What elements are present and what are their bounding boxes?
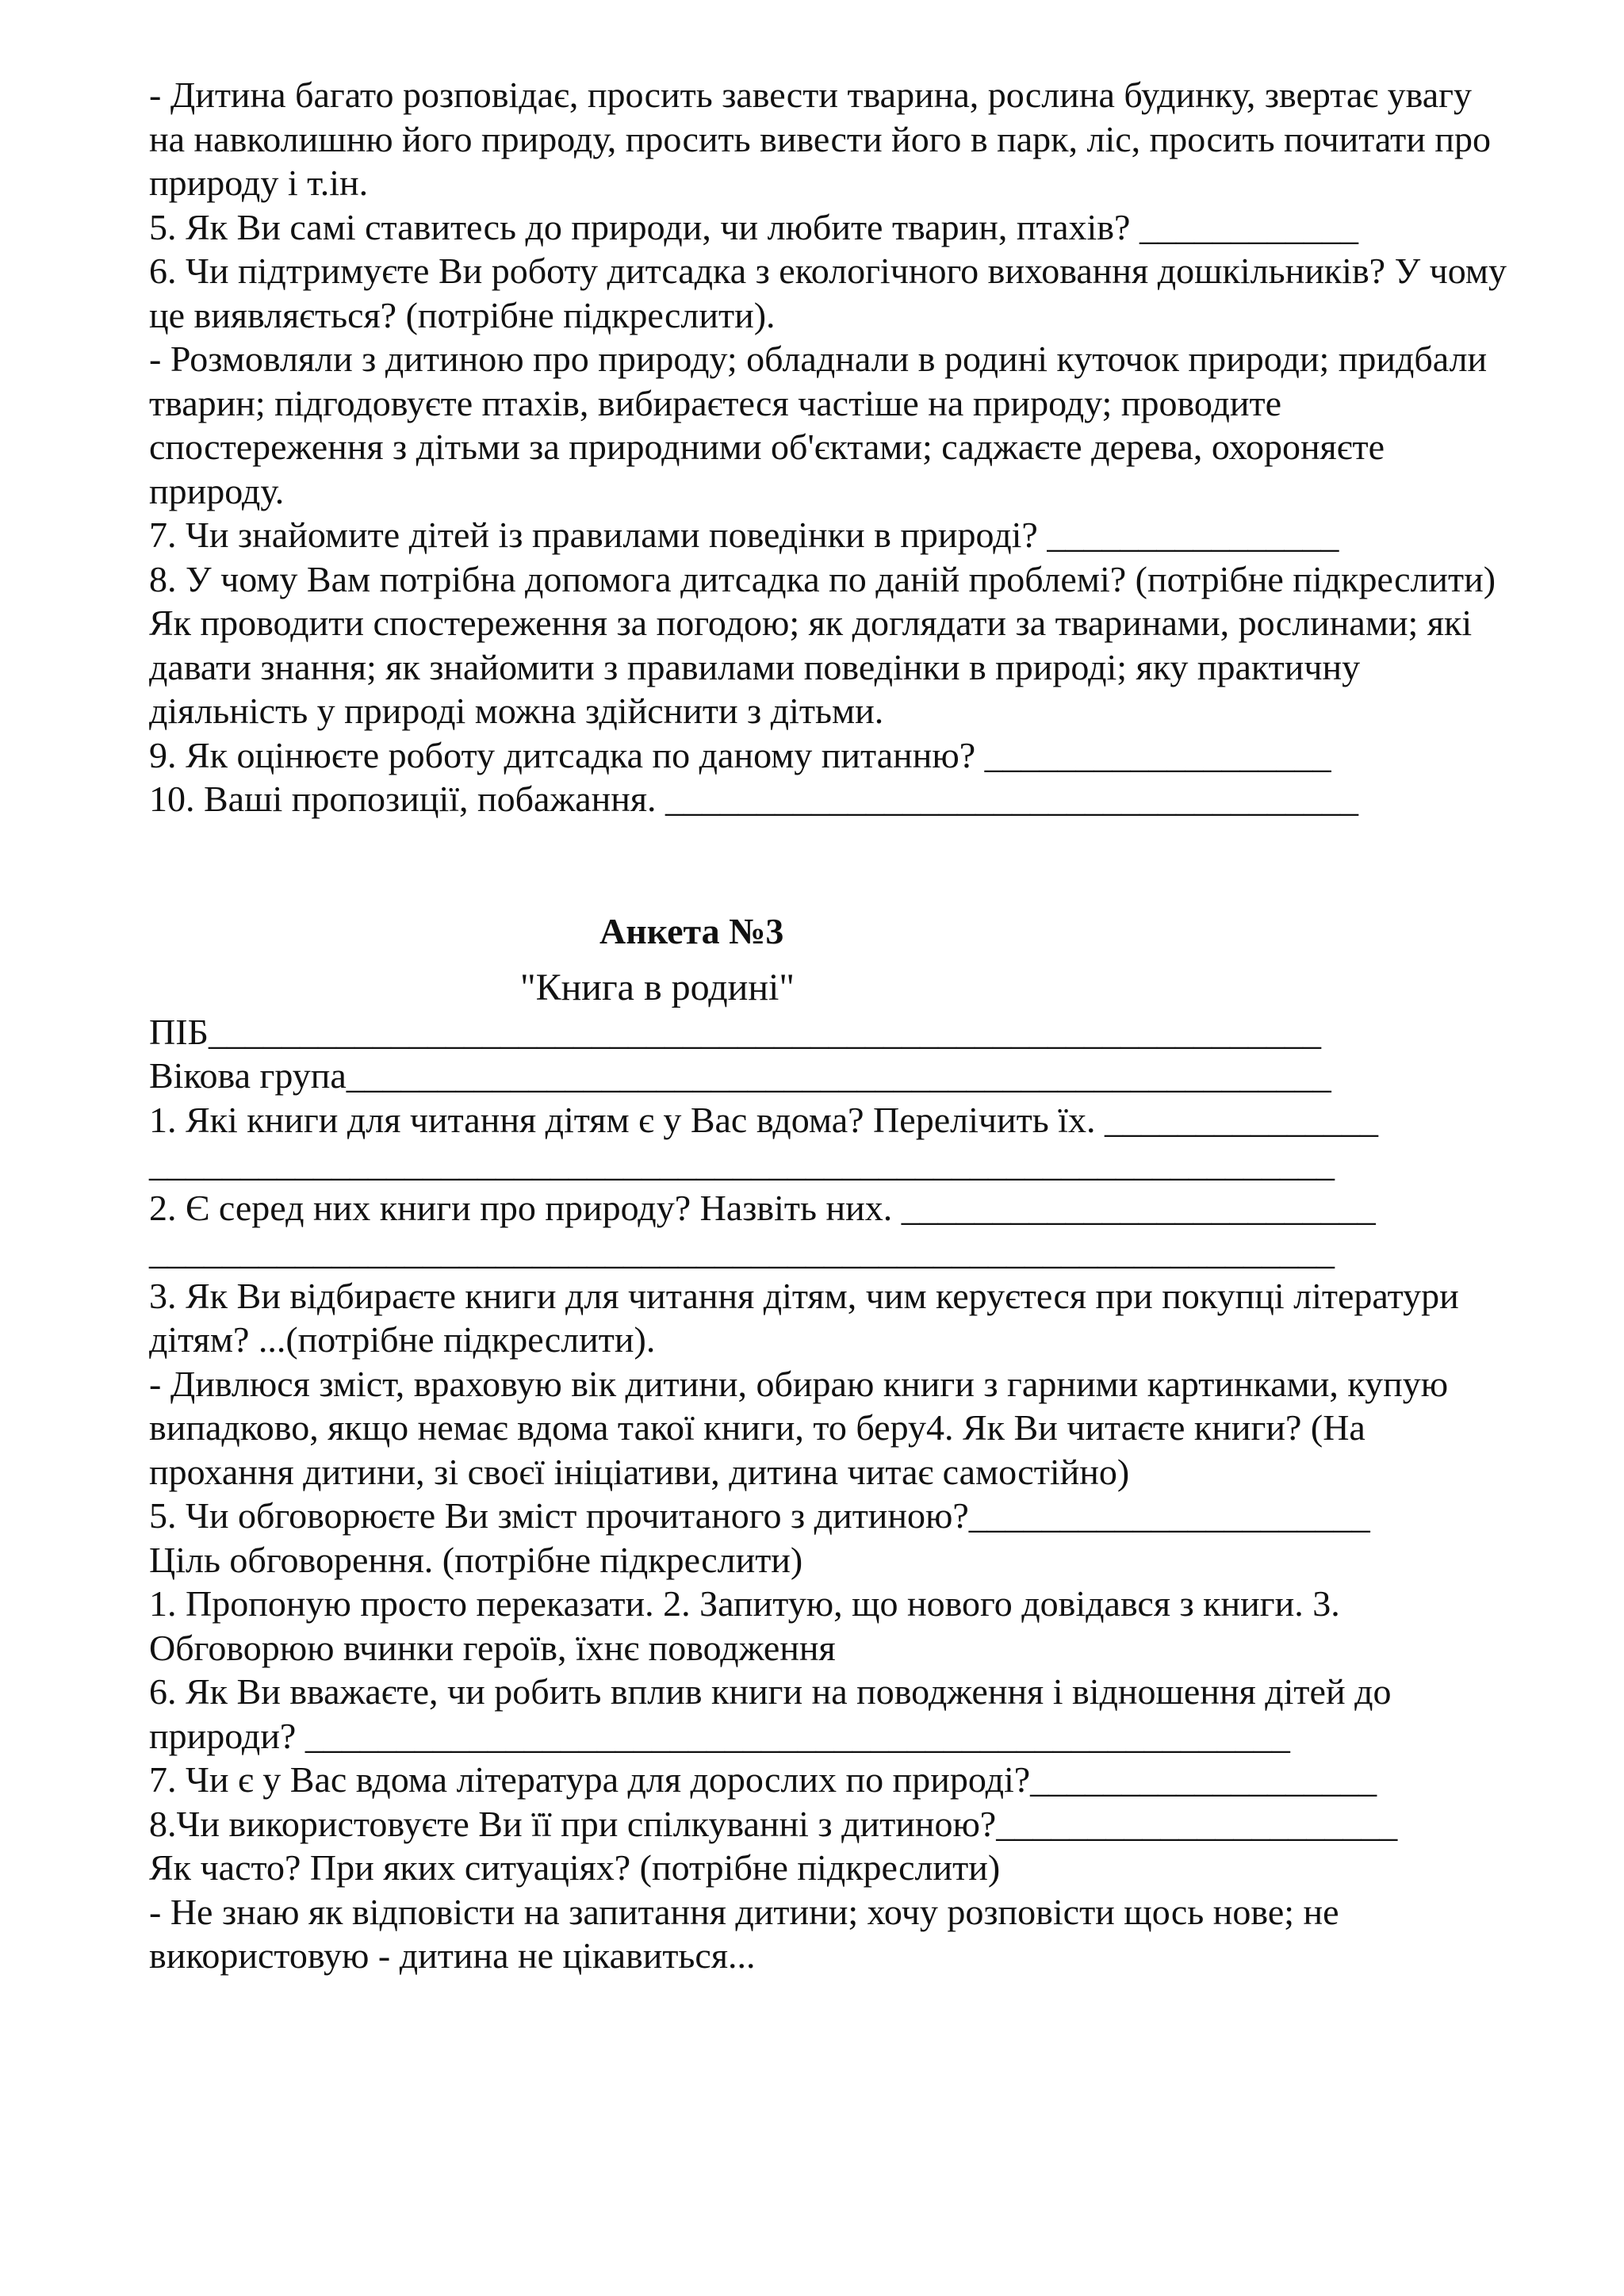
text-line: Як проводити спостереження за погодою; як доглядати за тваринами, рослинами; які	[149, 603, 1473, 643]
text-line: випадково, якщо немає вдома такої книги, то беру4. Як Ви читаєте книги? (На	[149, 1407, 1365, 1448]
age-group-field-line: Вікова група______________________________________________________	[149, 1055, 1331, 1096]
question-7: 7. Чи знайомите дітей із правилами поведінки в природі? ________________	[149, 515, 1339, 555]
text-line: 1. Пропоную просто переказати. 2. Запитую, що нового довідався з книги. 3.	[149, 1583, 1340, 1624]
text-line: - Не знаю як відповісти на запитання дитини; хочу розповісти щось нове; не	[149, 1891, 1339, 1932]
question-7: 7. Чи є у Вас вдома література для дорослих по природі?___________________	[149, 1759, 1377, 1800]
question-10: 10. Ваші пропозиції, побажання. ______________________________________	[149, 779, 1359, 819]
text-line: це виявляється? (потрібне підкреслити).	[149, 294, 776, 335]
text-line: Ціль обговорення. (потрібне підкреслити)	[149, 1539, 803, 1580]
text-line: Як часто? При яких ситуаціях? (потрібне підкреслити)	[149, 1847, 1001, 1888]
text-line: тварин; підгодовуєте птахів, вибираєтеся частіше на природу; проводите	[149, 382, 1282, 423]
answer-line: _________________________________________________________________	[149, 1143, 1335, 1184]
text-line: - Дитина багато розповідає, просить завести тварина, рослина будинку, звертає увагу	[149, 75, 1473, 115]
document-content	[149, 73, 1600, 1978]
question-6: 6. Чи підтримуєте Ви роботу дитсадка з екологічного виховання дошкільників? У чому	[149, 251, 1507, 291]
text-line: дітям? ...(потрібне підкреслити).	[149, 1319, 656, 1360]
question-6: 6. Як Ви вважаєте, чи робить вплив книги на поводження і відношення дітей до	[149, 1671, 1392, 1712]
text-line: на навколишню його природу, просить вивести його в парк, ліс, просить почитати про	[149, 118, 1491, 159]
question-5: 5. Чи обговорюєте Ви зміст прочитаного з дитиною?______________________	[149, 1495, 1370, 1536]
text-line: природу.	[149, 470, 285, 511]
question-1: 1. Які книги для читання дітям є у Вас вдома? Перелічить їх. _______________	[149, 1099, 1378, 1140]
text-line: спостереження з дітьми за природними об'єктами; саджаєте дерева, охороняєте	[149, 427, 1385, 467]
text-line: використовую - дитина не цікавиться...	[149, 1935, 756, 1976]
text-line: давати знання; як знайомити з правилами поведінки в природі; яку практичну	[149, 646, 1361, 687]
text-line: природу і т.ін.	[149, 163, 369, 203]
question-8: 8.Чи використовуєте Ви її при спілкуванні з дитиною?______________________	[149, 1803, 1398, 1844]
name-field-line: ПІБ_____________________________________________________________	[149, 1011, 1321, 1052]
text-line: прохання дитини, зі своєї ініціативи, дитина читає самостійно)	[149, 1451, 1130, 1492]
question-9: 9. Як оцінюєте роботу дитсадка по даному питанню? ___________________	[149, 734, 1331, 775]
questionnaire-continuation	[149, 73, 1600, 821]
text-line: діяльність у природі можна здійснити з дітьми.	[149, 691, 884, 731]
text-line: - Розмовляли з дитиною про природу; обладнали в родині куточок природи; придбали	[149, 339, 1488, 379]
text-line: природи? ______________________________________________________	[149, 1715, 1290, 1756]
text-line: - Дивлюся зміст, враховую вік дитини, обираю книги з гарними картинками, купую	[149, 1363, 1449, 1404]
questionnaire-3	[149, 1010, 1600, 1978]
questionnaire-title: Анкета №3	[599, 910, 784, 951]
questionnaire-subtitle: "Книга в родині"	[520, 966, 795, 1008]
section-gap	[149, 821, 1600, 909]
text-line: Обговорюю вчинки героїв, їхнє поводження	[149, 1627, 836, 1668]
question-5: 5. Як Ви самі ставитесь до природи, чи любите тварин, птахів? ____________	[149, 206, 1358, 247]
question-3: 3. Як Ви відбираєте книги для читання дітям, чим керуєтеся при покупці літератури	[149, 1275, 1459, 1316]
question-2: 2. Є серед них книги про природу? Назвіть них. __________________________	[149, 1187, 1376, 1228]
question-8: 8. У чому Вам потрібна допомога дитсадка по даній проблемі? (потрібне підкреслити)	[149, 558, 1496, 599]
answer-line: _________________________________________________________________	[149, 1231, 1335, 1272]
